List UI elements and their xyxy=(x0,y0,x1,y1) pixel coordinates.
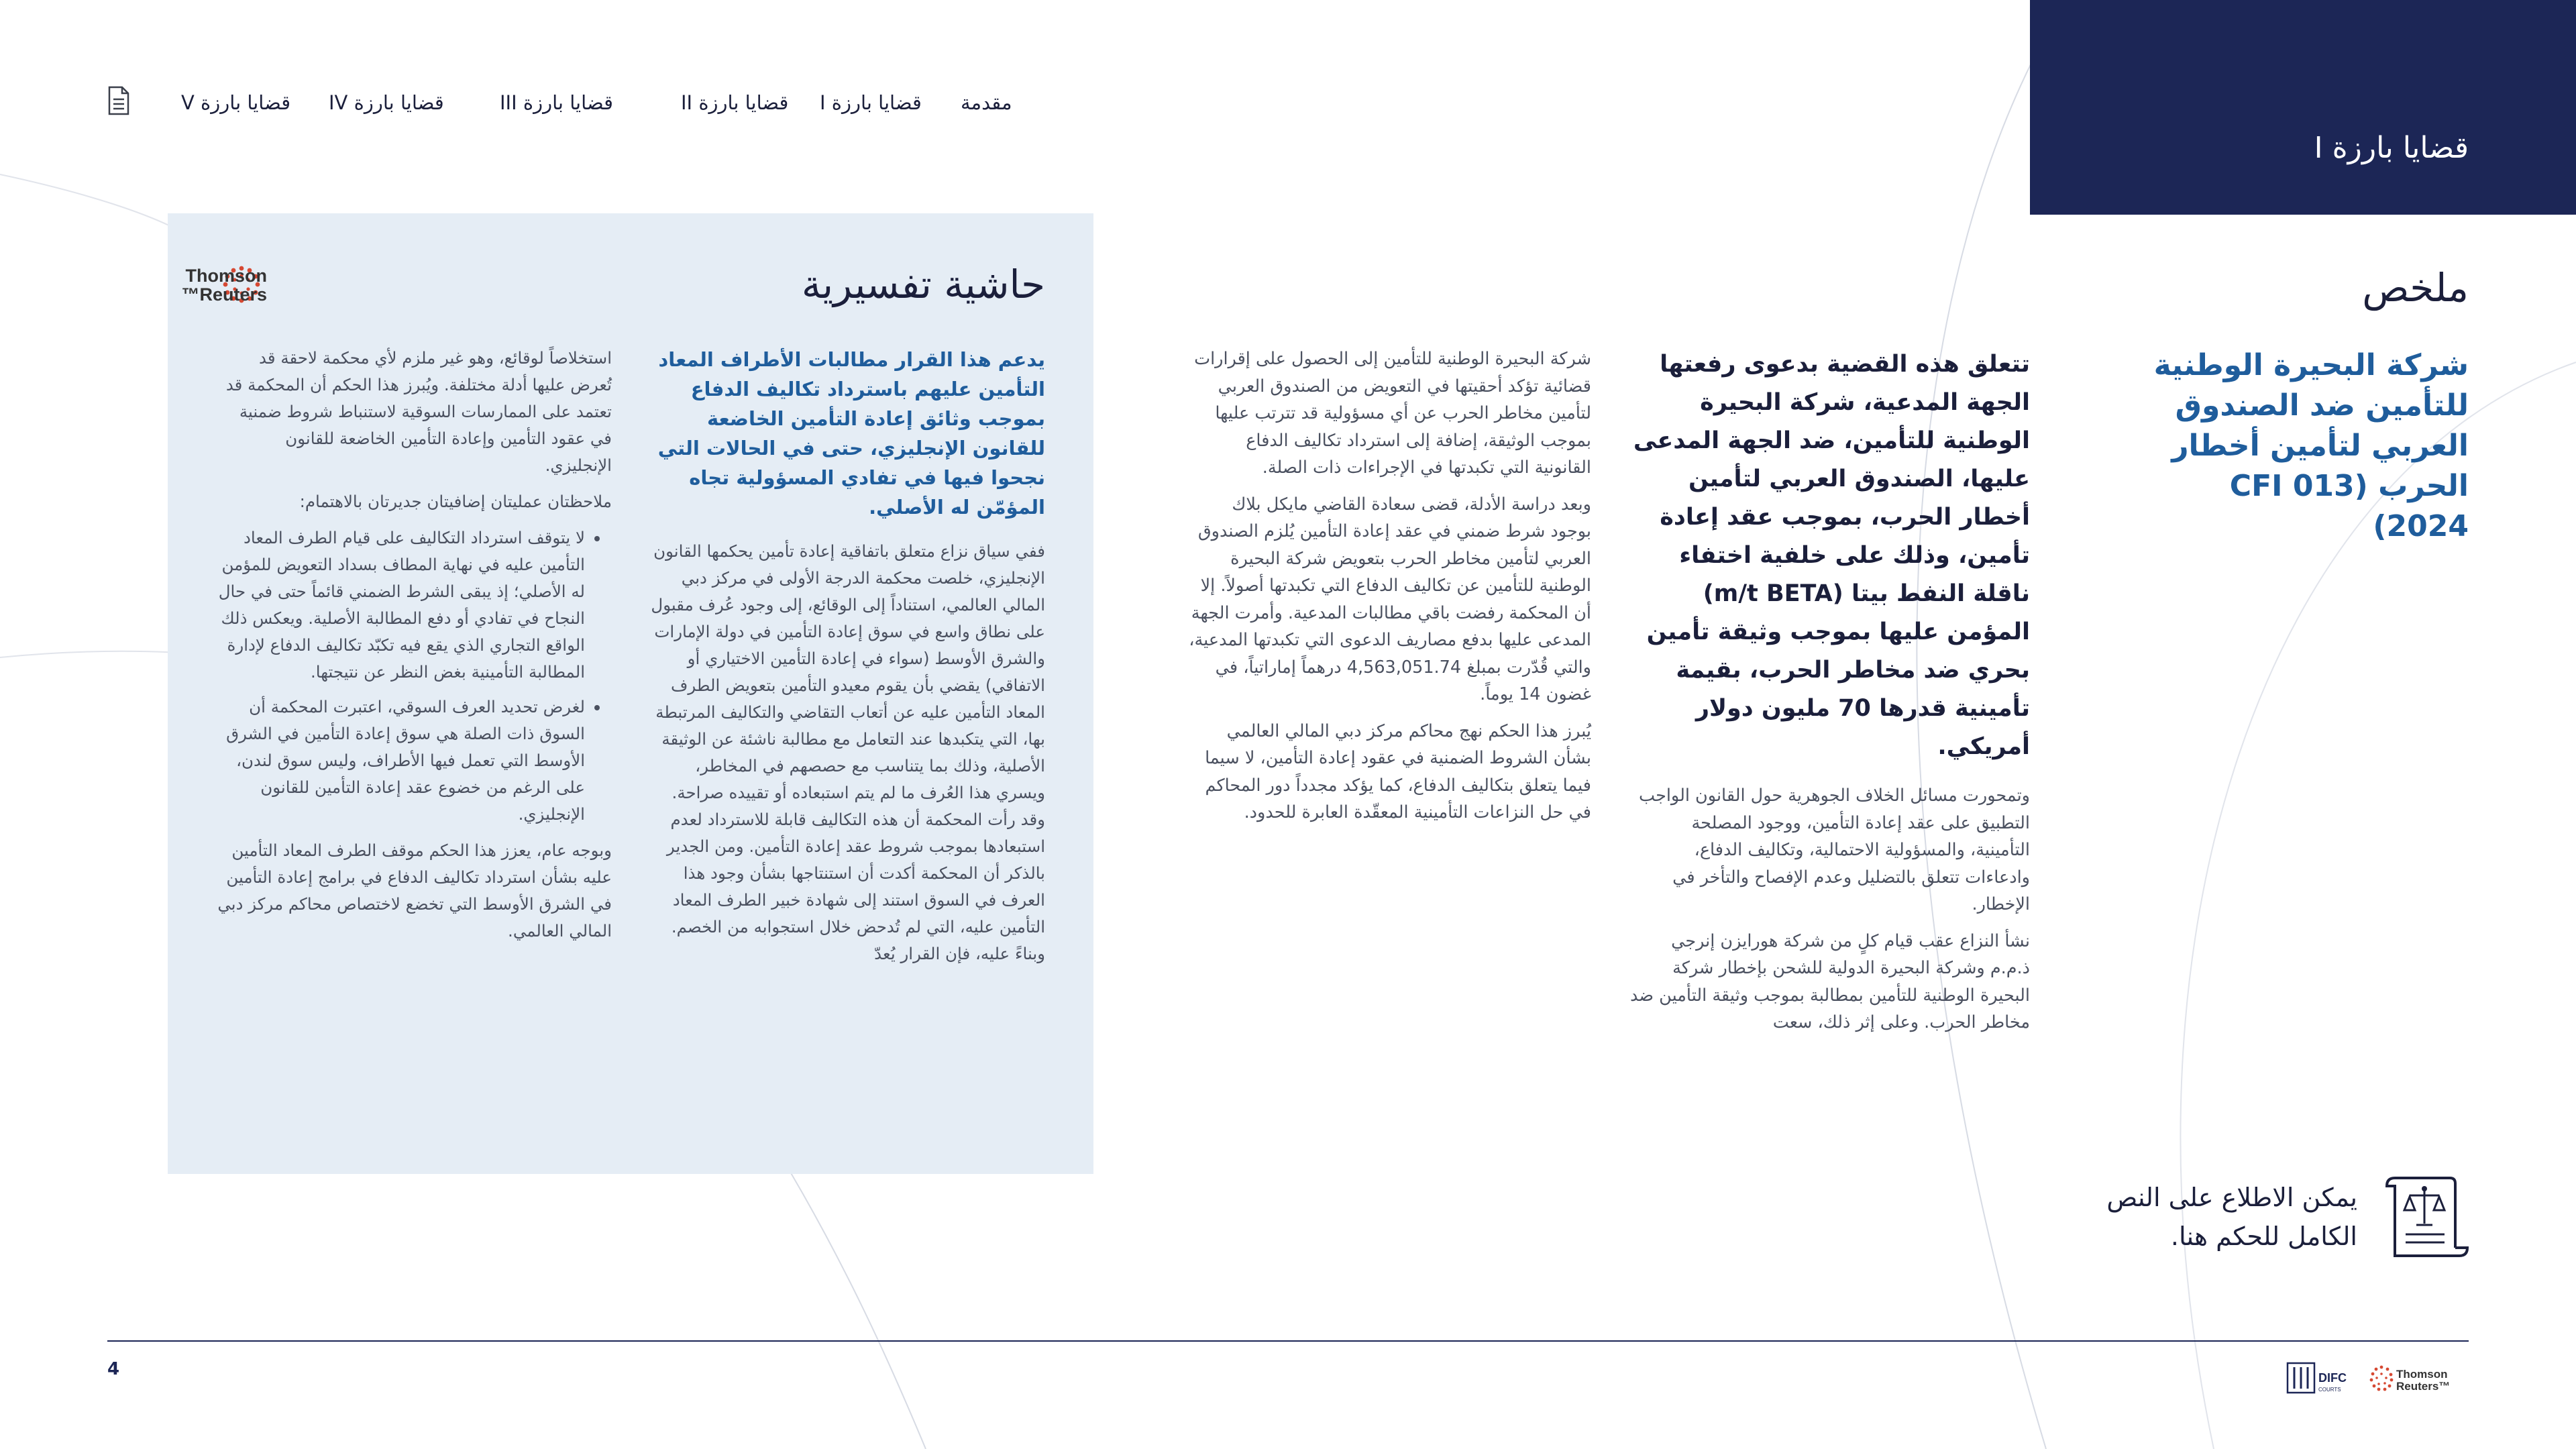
thomson-reuters-footer-logo xyxy=(2370,1366,2451,1393)
list-item: • لغرض تحديد العرف السوقي، اعتبرت المحكمة أن السوق ذات الصلة هي سوق إعادة التأمين في الشرق الأوسط التي تعمل فيها الأطراف، وليس سوق لندن، على الرغم من خضوع عقد إعادة التأمين للقانون الإنجليزي. xyxy=(216,694,585,828)
note-paragraph: وبوجه عام، يعزز هذا الحكم موقف الطرف المعاد التأمين عليه بشأن استرداد تكاليف الدفاع في برامج إعادة التأمين في الشرق الأوسط التي تخضع لاختصاص محاكم مركز دبي المالي العالمي. xyxy=(217,841,612,941)
nav-item-cases-iii[interactable]: قضايا بارزة III xyxy=(500,91,613,114)
difc-text: DIFC xyxy=(2318,1371,2347,1385)
note-column-left xyxy=(216,345,612,954)
note-bullet-list xyxy=(216,525,612,828)
difc-sub-text: COURTS xyxy=(2318,1387,2341,1393)
note-column-right xyxy=(649,345,1045,977)
summary-column-1 xyxy=(1627,345,2030,1046)
nav-item-cases-ii[interactable]: قضايا بارزة II xyxy=(681,91,789,114)
summary-paragraph: وبعد دراسة الأدلة، قضى سعادة القاضي مايكل بلاك بوجود شرط ضمني في عقد إعادة التأمين يُلزم الصندوق العربي لتأمين مخاطر الحرب بتعويض شركة البحيرة الوطنية للتأمين عن تكاليف الدفاع التي تكبدتها أصولاً. إلا أن المحكمة رفضت باقي مطالبات المدعية. وأمرت الجهة المدعى عليها بدفع مصاريف الدعوى التي تكبدتها المدعية، والتي قُدّرت بمبلغ 4,563,051.74 درهماً إماراتياً، في غضون 14 يوماً. xyxy=(1189,494,1591,704)
full-judgment-link[interactable]: يمكن الاطلاع على النص الكامل للحكم هنا. xyxy=(2106,1183,2357,1251)
difc-courts-logo xyxy=(2288,1363,2347,1393)
footer-logos xyxy=(2286,1358,2474,1398)
summary-paragraph: يُبرز هذا الحكم نهج محاكم مركز دبي المالي العالمي بشأن الشروط الضمنية في عقود إعادة التأمين، لا سيما فيما يتعلق بتكاليف الدفاع، كما يؤكد مجدداً دور المحاكم في حل النزاعات التأمينية المعقّدة العابرة للحدود. xyxy=(1205,720,1591,822)
svg-text:Thomson: Thomson xyxy=(2396,1368,2448,1381)
footer-divider xyxy=(107,1340,2469,1342)
document-icon[interactable] xyxy=(107,86,130,115)
summary-heading: ملخص xyxy=(2362,265,2469,311)
case-title: شركة البحيرة الوطنية للتأمين ضد الصندوق العربي لتأمين أخطار الحرب (CFI 013 2024) xyxy=(2153,348,2469,543)
section-title: قضايا بارزة I xyxy=(2314,131,2469,165)
note-paragraph: ملاحظتان عمليتان إضافيتان جديرتان بالاهتمام: xyxy=(299,492,612,511)
summary-paragraph: نشأ النزاع عقب قيام كلٍ من شركة هورايزن إنرجي ذ.م.م وشركة البحيرة الدولية للشحن بإخطار شركة البحيرة الوطنية للتأمين بمطالبة بموجب وثيقة التأمين ضد مخاطر الحرب. وعلى إثر ذلك، سعت xyxy=(1630,930,2030,1032)
top-navigation xyxy=(107,86,1046,126)
summary-lead: تتعلق هذه القضية بدعوى رفعتها الجهة المدعية، شركة البحيرة الوطنية للتأمين، ضد الجهة المدعى عليها، الصندوق العربي لتأمين أخطار الحرب، بموجب عقد إعادة تأمين، وذلك على خلفية اختفاء ناقلة النفط بيتا (m/t BETA) المؤمن عليها بموجب وثيقة تأمين بحري ضد مخاطر الحرب، بقيمة تأمينية قدرها 70 مليون دولار أمريكي. xyxy=(1633,351,2030,760)
summary-paragraph: وتمحورت مسائل الخلاف الجوهرية حول القانون الواجب التطبيق على عقد إعادة التأمين، ووجود المصلحة التأمينية، والمسؤولية الاحتمالية، وتكاليف الدفاع، وادعاءات تتعلق بالتضليل وعدم الإفصاح والتأخر في الإخطار. xyxy=(1639,786,2030,914)
note-lead: يدعم هذا القرار مطالبات الأطراف المعاد التأمين عليهم باسترداد تكاليف الدفاع بموجب وثائق إعادة التأمين الخاضعة للقانون الإنجليزي، حتى في الحالات التي نجحوا فيها في تفادي المسؤولية تجاه المؤمّن له الأصلي. xyxy=(657,348,1045,519)
section-header-band xyxy=(2030,0,2576,215)
summary-paragraph: شركة البحيرة الوطنية للتأمين إلى الحصول على إقرارات قضائية تؤكد أحقيتها في التعويض من الصندوق العربي لتأمين مخاطر الحرب عن أي مسؤولية قد تترتب عليها بموجب الوثيقة، إضافة إلى استرداد تكاليف الدفاع القانونية التي تكبدتها في الإجراءات ذات الصلة. xyxy=(1194,349,1591,478)
thomson-reuters-logo xyxy=(181,258,382,318)
nav-item-cases-iv[interactable]: قضايا بارزة IV xyxy=(329,91,444,114)
svg-text:Thomson: Thomson xyxy=(185,266,267,286)
nav-item-introduction[interactable]: مقدمة xyxy=(961,91,1012,114)
note-paragraph: استخلاصاً لوقائع، وهو غير ملزم لأي محكمة لاحقة قد تُعرض عليها أدلة مختلفة. ويُبرز هذا الحكم أن المحكمة قد تعتمد على الممارسات السوقية لاستنباط شروط ضمنية في عقود التأمين وإعادة التأمين الخاضعة للقانون الإنجليزي. xyxy=(225,348,612,475)
svg-text:Reuters™: Reuters™ xyxy=(181,284,267,305)
note-paragraph: ففي سياق نزاع متعلق باتفاقية إعادة تأمين يحكمها القانون الإنجليزي، خلصت محكمة الدرجة الأولى في مركز دبي المالي العالمي، استناداً إلى الوقائع، إلى وجود عُرف مقبول على نطاق واسع في سوق إعادة التأمين في دولة الإمارات والشرق الأوسط (سواء في إعادة التأمين الاختياري أو الاتفاقي) يقضي بأن يقوم معيدو التأمين بتعويض الطرف المعاد التأمين عليه عن أتعاب التقاضي والتكاليف المرتبطة بها، التي يتكبدها عند التعامل مع مطالبة ناشئة عن الوثيقة الأصلية، وذلك بما يتناسب مع حصصهم في المخاطر، ويسري هذا العُرف ما لم يتم استبعاده أو تقييده صراحة. وقد رأت المحكمة أن هذه التكاليف قابلة للاسترداد لعدم استبعادها بموجب شروط عقد إعادة التأمين. ومن الجدير بالذكر أن المحكمة أكدت أن استنتاجها بشأن وجود هذا العرف في السوق استند إلى شهادة خبير الطرف المعاد التأمين عليه، التي لم تُدحض خلال استجوابه من الخصم. وبناءً عليه، فإن القرار يُعدّ xyxy=(651,541,1045,963)
svg-text:Reuters™: Reuters™ xyxy=(2396,1380,2451,1393)
scales-of-justice-document-icon[interactable] xyxy=(2380,1169,2474,1263)
nav-item-cases-i[interactable]: قضايا بارزة I xyxy=(820,91,922,114)
explanatory-note-panel xyxy=(168,213,1093,1174)
list-item: • لا يتوقف استرداد التكاليف على قيام الطرف المعاد التأمين عليه في نهاية المطاف بسداد التعويض للمؤمن له الأصلي؛ إذ يبقى الشرط الضمني قائماً حتى في حال النجاح في تفادي أو دفع المطالبة الأصلية. ويعكس ذلك الواقع التجاري الذي يقع فيه تكبّد تكاليف الدفاع لإدارة المطالبة التأمينية بغض النظر عن نتيجتها. xyxy=(216,525,585,686)
note-heading: حاشية تفسيرية xyxy=(801,262,1045,307)
nav-item-cases-v[interactable]: قضايا بارزة V xyxy=(181,91,291,114)
page-number: 4 xyxy=(107,1359,120,1379)
summary-column-2 xyxy=(1189,345,1591,836)
